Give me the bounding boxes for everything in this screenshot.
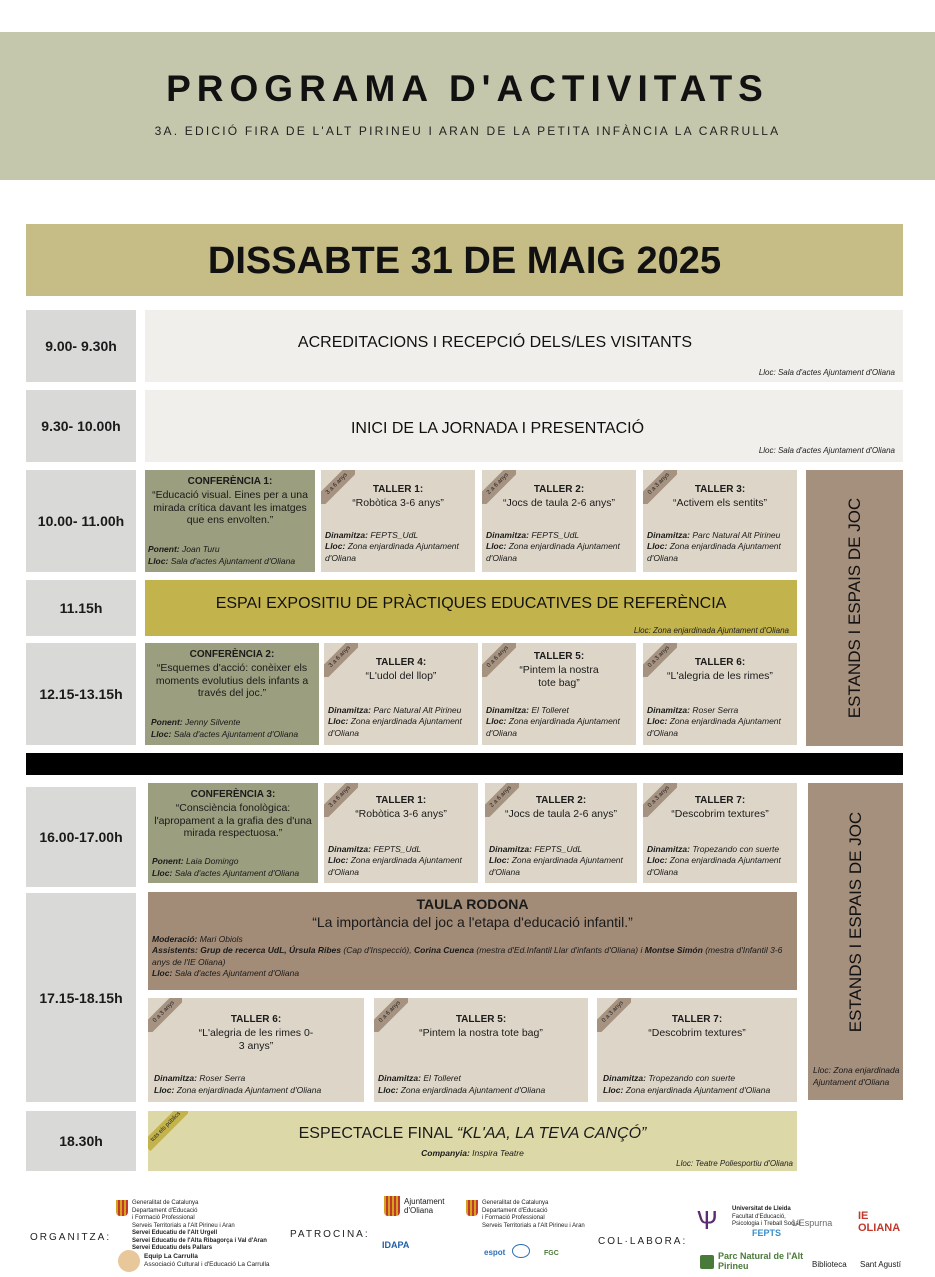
card-meta: Dinamitza: Parc Natural Alt Pirineu Lloc: Zona enjardinada Ajuntament d'Oliana	[647, 529, 781, 563]
card-title: TALLER 6:	[694, 657, 746, 668]
card-quote: “L'alegria de les rimes”	[667, 670, 773, 682]
card-title: TALLER 1:	[375, 795, 427, 806]
estands-column	[806, 470, 903, 746]
gencat-logo-1	[116, 1200, 267, 1253]
ajuntament-logo: Ajuntament d'Oliana	[384, 1196, 454, 1216]
workshop-card	[643, 783, 797, 883]
carrulla-logo: Equip La Carrulla Associació Cultural i d'Educació La Carrulla	[118, 1250, 270, 1272]
card-meta: Dinamitza: Tropezando con suerte Lloc: Zona enjardinada Ajuntament d'Oliana	[647, 843, 781, 877]
time-cell: 18.30h	[26, 1111, 136, 1171]
card-meta: Ponent: Joan Turu Lloc: Sala d'actes Ajuntament d'Oliana	[148, 544, 296, 566]
collabora-label: COL·LABORA:	[598, 1236, 688, 1247]
fepts-logo: FEPTS	[752, 1228, 782, 1238]
age-tag: 0 a 3 anys	[597, 998, 631, 1032]
age-tag: 0 a 3 anys	[643, 470, 677, 504]
card-quote: “Esquemes d'acció: conèixer els moments evolutius dels infants a través del joc.”	[155, 662, 309, 700]
row-location: Lloc: Zona enjardinada Ajuntament d'Oliana	[633, 626, 789, 635]
card-quote: “Consciència fonològica: l'apropament a la grafia des d'una mirada respectuosa.”	[154, 802, 312, 840]
gencat-shield-icon	[116, 1200, 128, 1216]
time-cell: 16.00-17.00h	[26, 787, 136, 887]
time-cell: 10.00- 11.00h	[26, 470, 136, 572]
card-meta: Dinamitza: Parc Natural Alt Pirineu Lloc: Zona enjardinada Ajuntament d'Oliana	[328, 704, 462, 738]
gencat-text: Generalitat de Catalunya Departament d'Educació i Formació Professional Serveis Territorials a l'Alt Pirineu i Aran Servei Educatiu de l'Alt Urgell Servei Educatiu de l'Alta Ribagorça i Val d'Aran Servei Educatiu dels Pallars	[132, 1200, 267, 1251]
workshop-card	[485, 783, 637, 883]
estands-column	[808, 783, 903, 1100]
round-table-card	[148, 892, 797, 990]
card-title: TALLER 5:	[455, 1014, 507, 1025]
page-subtitle: 3A. EDICIÓ FIRA DE L'ALT PIRINEU I ARAN DE LA PETITA INFÀNCIA LA CARRULLA	[154, 124, 781, 138]
card-quote: “Robòtica 3-6 anys”	[355, 808, 447, 820]
final-show-row	[148, 1111, 797, 1171]
workshop-card	[324, 783, 478, 883]
time-cell: 17.15-18.15h	[26, 893, 136, 1102]
card-meta: Dinamitza: Tropezando con suerte Lloc: Zona enjardinada Ajuntament d'Oliana	[603, 1073, 771, 1095]
card-quote: “L'udol del llop”	[365, 670, 437, 682]
card-title: TALLER 1:	[372, 484, 424, 495]
card-quote: “Robòtica 3-6 anys”	[352, 497, 444, 509]
carrulla-icon	[118, 1250, 140, 1272]
age-tag: 0 a 3 anys	[643, 643, 677, 677]
age-tag: 0 a 6 anys	[374, 998, 408, 1032]
conference-card	[145, 643, 319, 745]
row-location: Lloc: Sala d'actes Ajuntament d'Oliana	[758, 446, 895, 455]
card-quote: “Pintem la nostra tote bag”	[519, 664, 599, 689]
row-location: Lloc: Sala d'actes Ajuntament d'Oliana	[758, 368, 895, 377]
card-meta: Ponent: Laia Domingo Lloc: Sala d'actes Ajuntament d'Oliana	[152, 856, 300, 878]
age-tag: 2 a 6 anys	[482, 470, 516, 504]
workshop-card	[324, 643, 478, 745]
age-tag: 0 a 6 anys	[482, 643, 516, 677]
card-meta: Dinamitza: El Tolleret Lloc: Zona enjardinada Ajuntament d'Oliana	[486, 704, 620, 738]
time-cell: 12.15-13.15h	[26, 643, 136, 745]
idapa-logo: IDAPA	[382, 1240, 410, 1250]
card-title: TALLER 7:	[671, 1014, 723, 1025]
card-quote: “Activem els sentits”	[673, 497, 767, 509]
row-title: ESPECTACLE FINAL “KL'AA, LA TEVA CANÇÓ”	[298, 1125, 647, 1142]
espot-logo: espot	[484, 1248, 506, 1257]
workshop-card	[148, 998, 364, 1102]
presentation-row	[145, 390, 903, 462]
conference-card	[145, 470, 315, 572]
exhibition-row	[145, 580, 797, 636]
parc-icon	[700, 1255, 714, 1269]
sant-agusti-logo: Sant Agustí	[860, 1260, 901, 1269]
udl-logo: Universitat de Lleida Facultat d'Educació, Psicologia i Treball Social	[732, 1206, 801, 1227]
card-title: CONFERÈNCIA 2:	[189, 649, 275, 660]
card-meta: Dinamitza: FEPTS_UdL Lloc: Zona enjardinada Ajuntament d'Oliana	[486, 529, 620, 563]
patrocina-label: PATROCINA:	[290, 1229, 370, 1240]
ie-oliana-logo: IE OLIANA	[858, 1210, 901, 1234]
card-meta: Dinamitza: FEPTS_UdL Lloc: Zona enjardinada Ajuntament d'Oliana	[325, 529, 459, 563]
card-meta: Ponent: Jenny Silvente Lloc: Sala d'actes Ajuntament d'Oliana	[151, 717, 299, 739]
card-quote: “Jocs de taula 2-6 anys”	[504, 808, 618, 820]
row-title: ACREDITACIONS I RECEPCIÓ DELS/LES VISITANTS	[297, 334, 693, 351]
card-quote: “Descobrim textures”	[648, 1027, 746, 1039]
card-quote: “Pintem la nostra tote bag”	[419, 1027, 543, 1039]
audience-tag: tots els públics	[148, 1111, 188, 1151]
gencat-shield-icon	[466, 1200, 478, 1216]
card-title: TALLER 6:	[230, 1014, 282, 1025]
card-meta: Dinamitza: Roser Serra Lloc: Zona enjardinada Ajuntament d'Oliana	[647, 704, 781, 738]
organitza-label: ORGANITZA:	[30, 1232, 112, 1243]
age-tag: 3 a 6 anys	[324, 783, 358, 817]
card-title: TALLER 7:	[694, 795, 746, 806]
age-tag: 3 a 6 anys	[321, 470, 355, 504]
time-cell: 9.30- 10.00h	[26, 390, 136, 462]
company: Companyia: Inspira Teatre	[421, 1148, 524, 1158]
age-tag: 2 a 6 anys	[485, 783, 519, 817]
biblioteca-logo: Biblioteca	[812, 1260, 847, 1269]
accreditation-row	[145, 310, 903, 382]
card-quote: “Educació visual. Eines per a una mirada crítica davant les imatges que ens envolten.”	[152, 489, 308, 527]
card-meta: Dinamitza: FEPTS_UdL Lloc: Zona enjardinada Ajuntament d'Oliana	[328, 843, 462, 877]
card-meta: Moderació: Mari Obiols Assistents: Grup de recerca UdL, Úrsula Ribes (Cap d'Inspecció), Corina Cuenca (mestra d'Ed.Infantil Llar d'infants d'Oliana) i Montse Simón (mestra d'Infantil 3-6 anys de l'IE Oliana) Lloc: Sala d'actes Ajuntament d'Oliana	[152, 934, 783, 979]
age-tag: 0 a 3 anys	[148, 998, 182, 1032]
card-title: TALLER 4:	[375, 657, 427, 668]
oliana-shield-icon	[384, 1196, 400, 1216]
udl-emblem-icon: Ѱ	[696, 1205, 718, 1235]
workshop-card	[374, 998, 588, 1102]
card-title: TAULA RODONA	[416, 896, 529, 912]
card-title: TALLER 2:	[535, 795, 587, 806]
card-meta: Dinamitza: Roser Serra Lloc: Zona enjardinada Ajuntament d'Oliana	[154, 1073, 322, 1095]
card-title: TALLER 2:	[533, 484, 585, 495]
card-quote: “Descobrim textures”	[671, 808, 769, 820]
card-quote: “Jocs de taula 2-6 anys”	[502, 497, 616, 509]
lunch-divider	[26, 753, 903, 775]
gencat-logo-2: Generalitat de Catalunya Departament d'Educació i Formació Professional Serveis Territorials a l'Alt Pirineu i Aran	[466, 1200, 585, 1230]
estands-label: ESTANDS I ESPAIS DE JOC	[845, 812, 865, 1033]
estands-label: ESTANDS I ESPAIS DE JOC	[844, 497, 864, 719]
workshop-card	[643, 470, 797, 572]
fgc-logo: FGC	[544, 1250, 559, 1257]
workshop-card	[321, 470, 475, 572]
age-tag: 3 a 6 anys	[324, 643, 358, 677]
page-title: PROGRAMA D'ACTIVITATS	[166, 68, 769, 109]
card-title: CONFERÈNCIA 3:	[190, 789, 276, 800]
row-title: ESPAI EXPOSITIU DE PRÀCTIQUES EDUCATIVES DE REFERÈNCIA	[215, 595, 727, 612]
espurna-logo: L'Espurna	[792, 1218, 833, 1228]
card-title: CONFERÈNCIA 1:	[187, 476, 273, 487]
row-location: Lloc: Teatre Poliesportiu d'Oliana	[676, 1159, 793, 1168]
workshop-card	[482, 470, 636, 572]
estands-location: Lloc: Zona enjardinada Ajuntament d'Oliana	[813, 1065, 900, 1087]
time-cell: 9.00- 9.30h	[26, 310, 136, 382]
card-quote: “La importància del joc a l'etapa d'educació infantil.”	[312, 914, 633, 930]
workshop-card	[643, 643, 797, 745]
card-title: TALLER 3:	[694, 484, 746, 495]
workshop-card	[482, 643, 636, 745]
card-quote: “L'alegria de les rimes 0-3 anys”	[198, 1027, 314, 1052]
date-title: DISSABTE 31 DE MAIG 2025	[207, 240, 722, 282]
card-title: TALLER 5:	[533, 651, 585, 662]
card-meta: Dinamitza: El Tolleret Lloc: Zona enjardinada Ajuntament d'Oliana	[378, 1073, 546, 1095]
conference-card	[148, 783, 318, 883]
workshop-card	[597, 998, 797, 1102]
card-meta: Dinamitza: FEPTS_UdL Lloc: Zona enjardinada Ajuntament d'Oliana	[489, 843, 623, 877]
age-tag: 0 a 3 anys	[643, 783, 677, 817]
row-title: INICI DE LA JORNADA I PRESENTACIÓ	[350, 420, 645, 437]
time-cell: 11.15h	[26, 580, 136, 636]
parc-natural-logo: Parc Natural de l'Alt Pirineu	[700, 1252, 808, 1272]
skiing-icon	[512, 1244, 530, 1258]
